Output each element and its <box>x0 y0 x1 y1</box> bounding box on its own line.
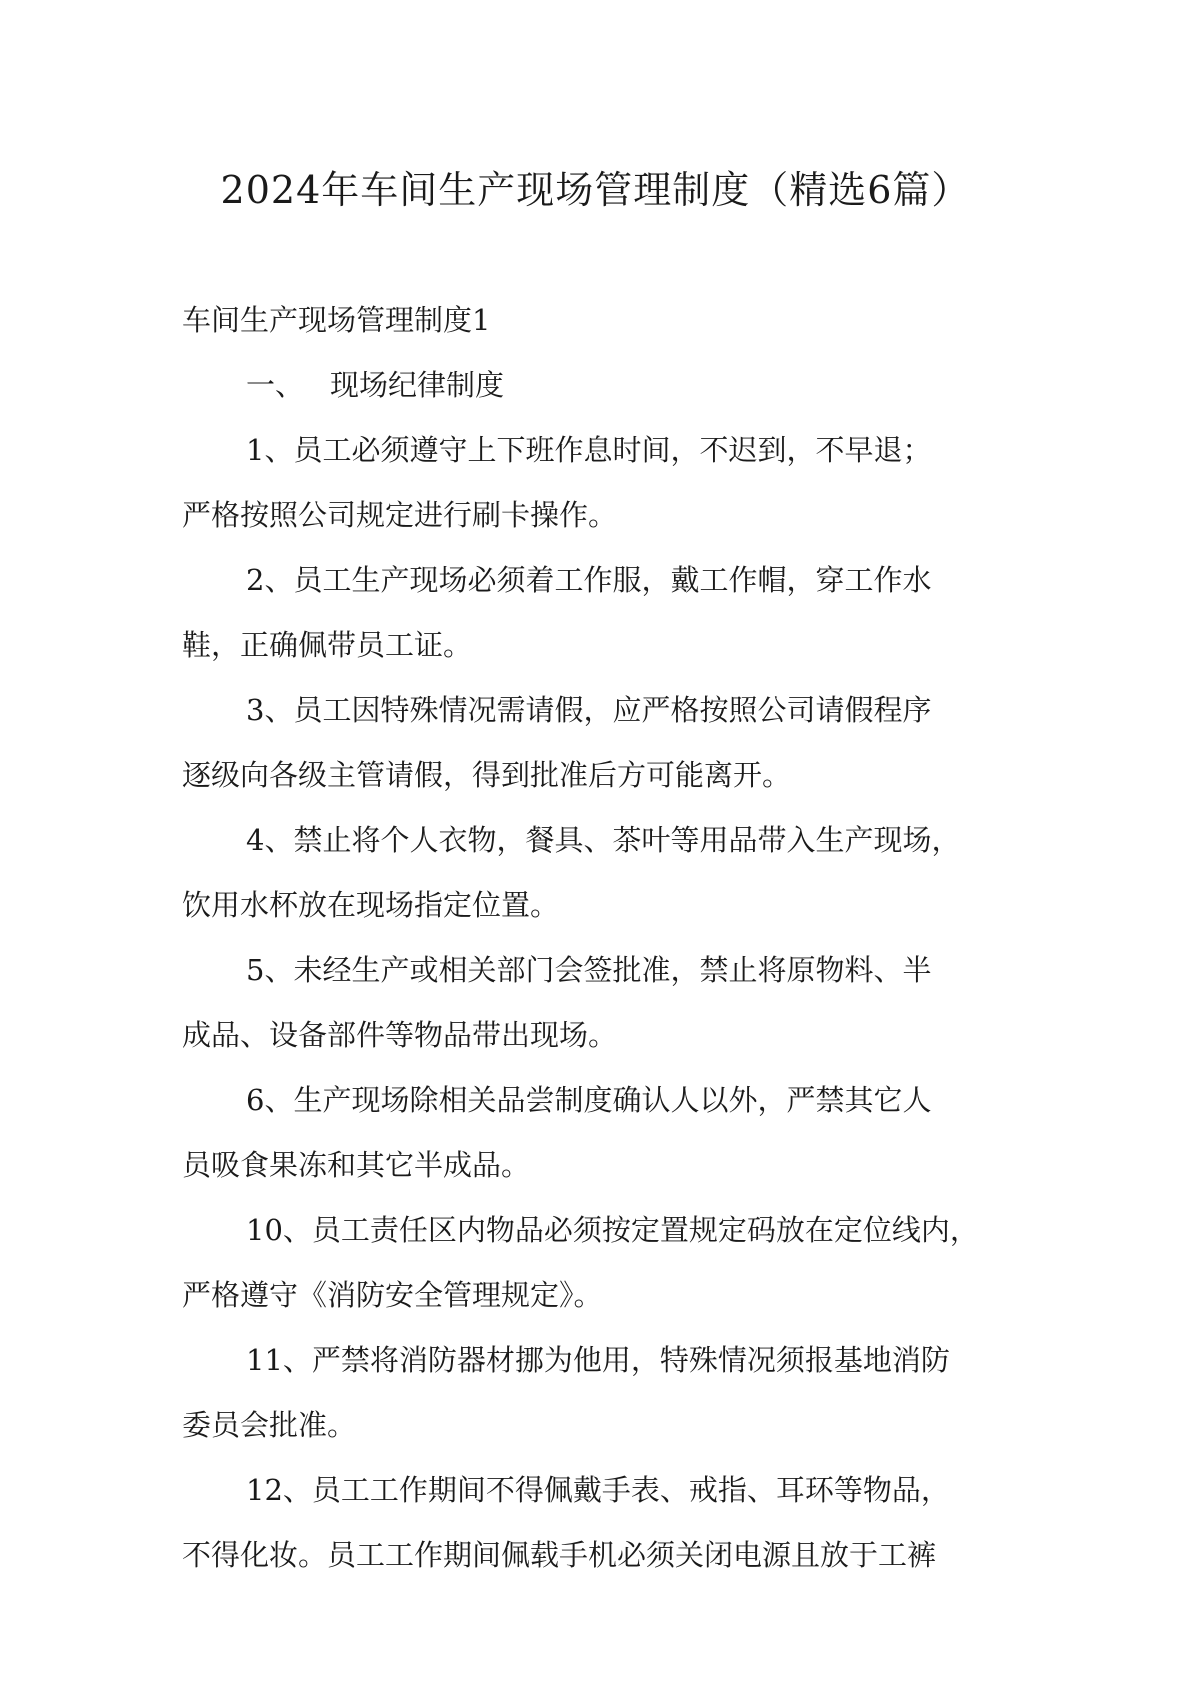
document-title: 2024年车间生产现场管理制度（精选6篇） <box>220 168 971 212</box>
paragraph-line: 逐级向各级主管请假，得到批准后方可能离开。 <box>182 758 792 792</box>
paragraph-line: 10、员工责任区内物品必须按定置规定码放在定位线内， <box>246 1213 979 1247</box>
paragraph-line: 11、严禁将消防器材挪为他用，特殊情况须报基地消防 <box>246 1343 950 1377</box>
paragraph-line: 12、员工工作期间不得佩戴手表、戒指、耳环等物品， <box>246 1473 950 1507</box>
paragraph-line: 员吸食果冻和其它半成品。 <box>182 1148 531 1182</box>
paragraph-line: 鞋，正确佩带员工证。 <box>182 628 473 662</box>
paragraph-line: 成品、设备部件等物品带出现场。 <box>182 1018 618 1052</box>
subsection-heading <box>182 353 1012 418</box>
paragraph-line: 严格按照公司规定进行刷卡操作。 <box>182 498 618 532</box>
paragraph-line: 5、未经生产或相关部门会签批准，禁止将原物料、半 <box>246 953 932 987</box>
paragraph-line: 委员会批准。 <box>182 1408 357 1442</box>
paragraph-line: 3、员工因特殊情况需请假，应严格按照公司请假程序 <box>246 693 932 727</box>
paragraph-line: 饮用水杯放在现场指定位置。 <box>182 888 560 922</box>
subsection-number: 一、 <box>246 368 305 402</box>
subsection-label: 现场纪律制度 <box>330 368 505 402</box>
paragraph-line: 2、员工生产现场必须着工作服，戴工作帽，穿工作水 <box>246 563 932 597</box>
paragraph-line: 1、员工必须遵守上下班作息时间，不迟到，不早退； <box>246 433 932 467</box>
paragraph-line: 6、生产现场除相关品尝制度确认人以外，严禁其它人 <box>246 1083 932 1117</box>
paragraph-line: 4、禁止将个人衣物，餐具、茶叶等用品带入生产现场， <box>246 823 961 857</box>
document-body <box>182 288 1012 1588</box>
paragraph-line: 不得化妆。员工工作期间佩载手机必须关闭电源且放于工裤 <box>182 1538 937 1572</box>
paragraph-line: 严格遵守《消防安全管理规定》。 <box>182 1278 603 1312</box>
section-heading: 车间生产现场管理制度1 <box>182 303 491 337</box>
